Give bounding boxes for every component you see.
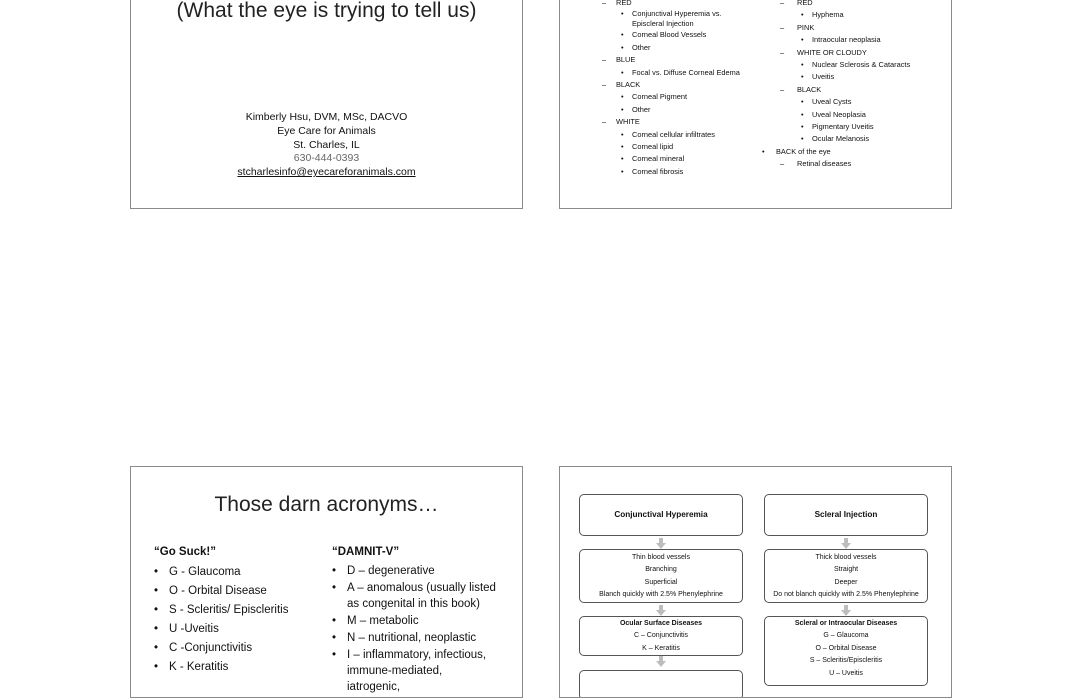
- outline-item: • Other: [600, 104, 790, 116]
- bullet-marker: •: [332, 632, 337, 644]
- bullet-marker: •: [801, 60, 804, 70]
- acronym-item: • U -Uveitis: [154, 620, 324, 639]
- outline-item: • Uveal Neoplasia: [760, 109, 950, 121]
- bullet-marker: •: [801, 72, 804, 82]
- outline-right-column: [760, 0, 950, 171]
- outline-item: • Conjunctival Hyperemia vs.: [621, 9, 722, 19]
- injection-traits-box: Thick blood vessels Straight Deeper Do not blanch quickly with 2.5% Phenylephrine: [764, 549, 928, 603]
- bullet-marker: •: [332, 649, 337, 661]
- contact-block: [131, 111, 522, 180]
- bullet-marker: •: [621, 166, 624, 176]
- bullet-marker: •: [621, 42, 624, 52]
- email-link[interactable]: stcharlesinfo@eyecareforanimals.com: [237, 166, 416, 179]
- hyperemia-traits-box: Thin blood vessels Branching Superficial Blanch quickly with 2.5% Phenylephrine: [579, 549, 743, 603]
- bullet-marker: •: [154, 623, 159, 635]
- acronym-item: • M – metabolic: [332, 615, 419, 627]
- dash-marker: –: [602, 80, 607, 90]
- outline-item: • Other: [600, 42, 790, 54]
- outline-item: – RED: [760, 0, 950, 9]
- bullet-marker: •: [621, 9, 624, 19]
- dash-marker: –: [780, 22, 785, 32]
- outline-item: • Focal vs. Diffuse Corneal Edema: [600, 67, 790, 79]
- conjunctival-hyperemia-box: Conjunctival Hyperemia: [579, 494, 743, 536]
- bullet-marker: •: [154, 585, 159, 597]
- outline-item: – WHITE OR CLOUDY: [760, 47, 950, 59]
- organization: Eye Care for Animals: [277, 124, 376, 137]
- outline-item: • Nuclear Sclerosis & Cataracts: [760, 59, 950, 71]
- outline-item: • Uveal Cysts: [760, 96, 950, 108]
- slide-title-contact: [130, 0, 523, 209]
- bullet-marker: •: [621, 154, 624, 164]
- slide-flowchart: [559, 466, 952, 698]
- slide-subtitle: (What the eye is trying to tell us): [176, 0, 477, 22]
- outline-item: – BLACK: [600, 79, 790, 91]
- go-suck-heading: “Go Suck!”: [154, 546, 216, 558]
- acronym-item: • I – inflammatory, infectious, immune-mediated, iatrogenic,: [332, 649, 487, 693]
- bullet-marker: •: [332, 582, 337, 594]
- outline-item: • BACK of the eye: [760, 146, 950, 158]
- outline-item: • Corneal Pigment: [600, 91, 790, 103]
- slide-color-outline: [559, 0, 952, 209]
- outline-item: – Retinal diseases: [760, 158, 950, 170]
- acronym-item: • O - Orbital Disease: [154, 582, 324, 601]
- dash-marker: –: [780, 0, 785, 7]
- bullet-marker: •: [621, 30, 624, 40]
- outline-item: • Uveitis: [760, 71, 950, 83]
- dash-marker: –: [602, 117, 607, 127]
- outline-item-continued: Episcleral Injection: [632, 19, 694, 29]
- slide-title: Those darn acronyms…: [214, 493, 439, 516]
- acronym-item: • N – nutritional, neoplastic: [332, 632, 477, 644]
- bullet-marker: •: [621, 67, 624, 77]
- bullet-marker: •: [801, 10, 804, 20]
- dash-marker: –: [780, 47, 785, 57]
- bullet-marker: •: [801, 97, 804, 107]
- outline-item: • Corneal mineral: [600, 153, 790, 165]
- bullet-marker: •: [154, 642, 159, 654]
- bullet-marker: •: [621, 129, 624, 139]
- scleral-intraocular-diseases-box: Scleral or Intraocular Diseases G – Glaucoma O – Orbital Disease S – Scleritis/Episcleritis U – Uveitis: [764, 616, 928, 686]
- acronym-item: • G - Glaucoma: [154, 563, 324, 582]
- outline-item: – BLACK: [760, 84, 950, 96]
- location: St. Charles, IL: [293, 138, 360, 151]
- phone-number: 630-444-0393: [293, 152, 360, 165]
- bullet-marker: •: [621, 142, 624, 152]
- outline-item: – BLUE: [600, 54, 790, 66]
- outline-item: – RED: [600, 0, 790, 9]
- down-arrow-icon: [656, 661, 666, 667]
- acronym-item: • S - Scleritis/ Episcleritis: [154, 601, 324, 620]
- dash-marker: –: [602, 0, 607, 7]
- outline-item: • Corneal Blood Vessels: [600, 29, 790, 41]
- outline-item: • Ocular Melanosis: [760, 133, 950, 145]
- acronym-item: • K - Keratitis: [154, 658, 324, 677]
- acronym-item: • A – anomalous (usually listed as congenital in this book): [332, 582, 496, 610]
- bullet-marker: •: [762, 146, 765, 156]
- bullet-marker: •: [801, 109, 804, 119]
- bullet-marker: •: [154, 661, 159, 673]
- acronym-item: • D – degenerative: [332, 565, 435, 577]
- next-step-box: [579, 670, 743, 698]
- outline-item: • Corneal lipid: [600, 141, 790, 153]
- slide-acronyms: [130, 466, 523, 698]
- outline-item: • Corneal fibrosis: [600, 166, 790, 178]
- outline-item: – WHITE: [600, 116, 790, 128]
- scleral-injection-box: Scleral Injection: [764, 494, 928, 536]
- damnit-v-column: [332, 543, 522, 696]
- bullet-marker: •: [621, 92, 624, 102]
- outline-item: • Intraocular neoplasia: [760, 34, 950, 46]
- author-name: Kimberly Hsu, DVM, MSc, DACVO: [245, 111, 408, 123]
- outline-item: • Hyphema: [760, 9, 950, 21]
- bullet-marker: •: [154, 604, 159, 616]
- dash-marker: –: [780, 159, 785, 169]
- bullet-marker: •: [801, 122, 804, 132]
- acronym-item: • C -Conjunctivitis: [154, 639, 324, 658]
- dash-marker: –: [780, 84, 785, 94]
- bullet-marker: •: [154, 566, 159, 578]
- bullet-marker: •: [801, 35, 804, 45]
- outline-item: • Corneal cellular infiltrates: [600, 129, 790, 141]
- damnit-v-heading: “DAMNIT-V”: [332, 546, 400, 558]
- bullet-marker: •: [332, 615, 337, 627]
- ocular-surface-diseases-box: Ocular Surface Diseases C – Conjunctivitis K – Keratitis: [579, 616, 743, 656]
- outline-item: • Pigmentary Uveitis: [760, 121, 950, 133]
- dash-marker: –: [602, 55, 607, 65]
- bullet-marker: •: [801, 134, 804, 144]
- outline-item: – PINK: [760, 22, 950, 34]
- go-suck-column: [154, 543, 324, 677]
- bullet-marker: •: [621, 104, 624, 114]
- bullet-marker: •: [332, 565, 337, 577]
